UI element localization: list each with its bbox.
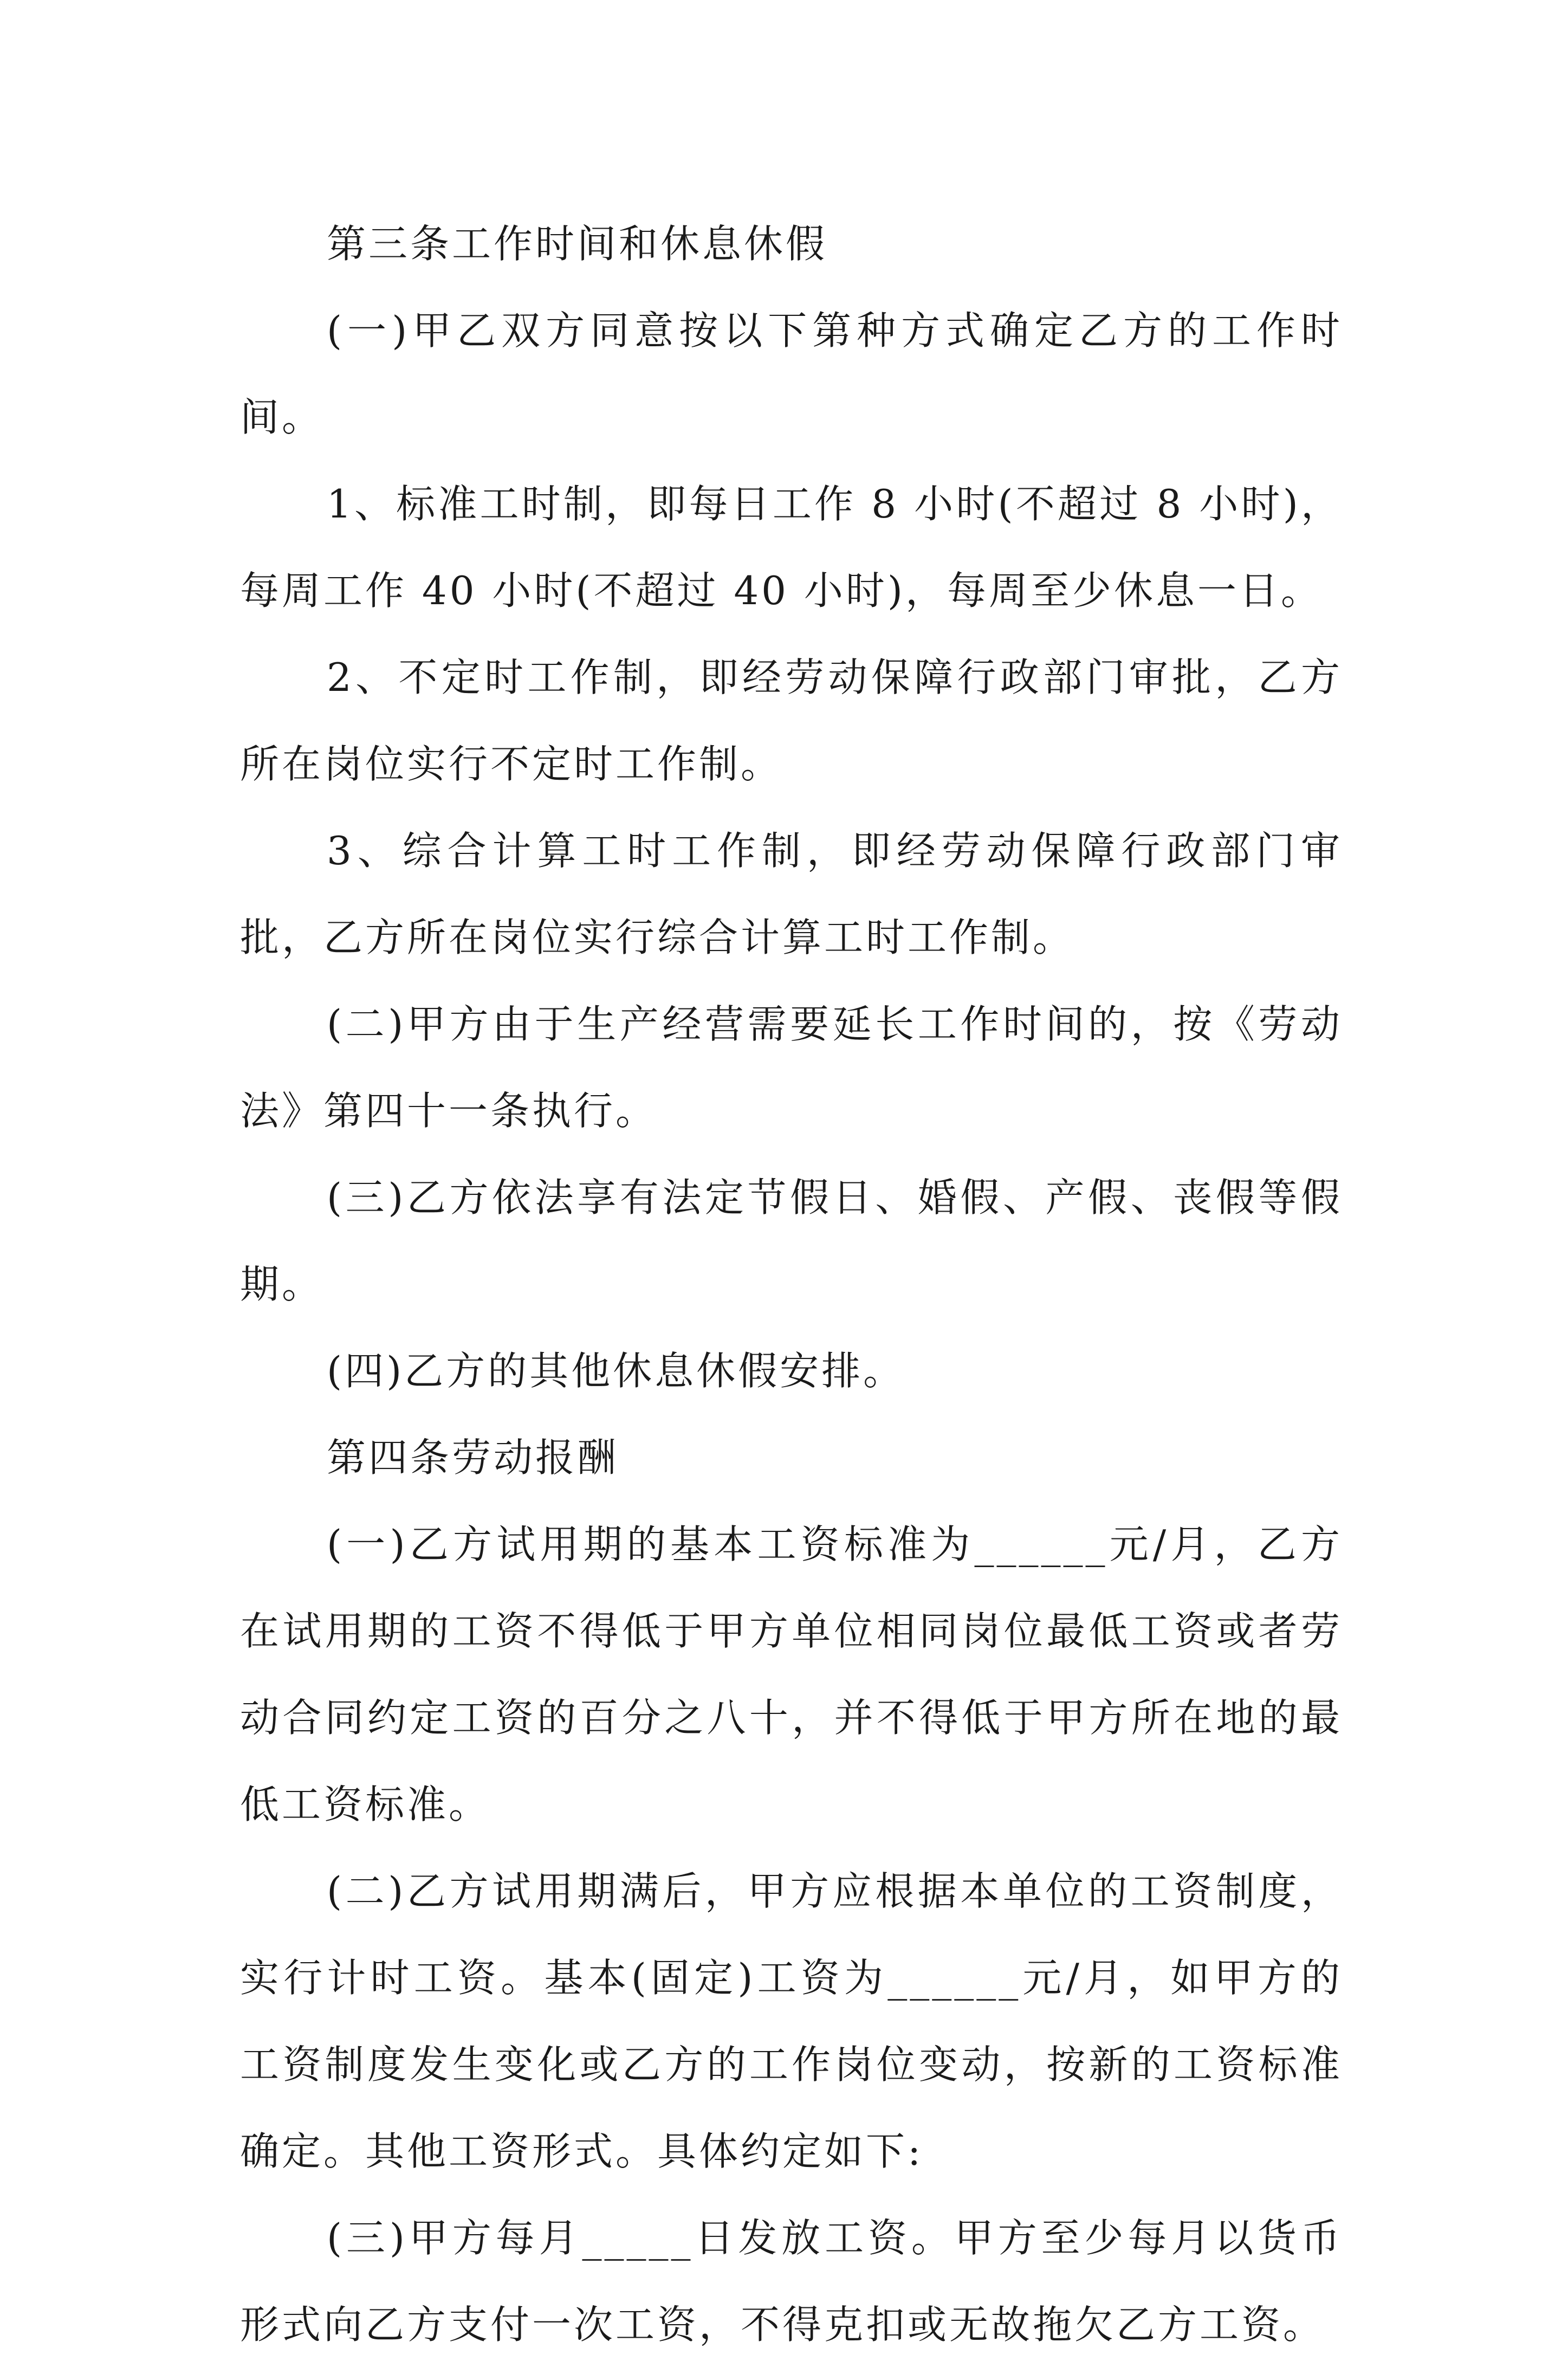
paragraph-3-1: (一)甲乙双方同意按以下第种方式确定乙方的工作时间。 [240,308,1343,440]
paragraph-4-2: (二)乙方试用期满后，甲方应根据本单位的工资制度，实行计时工资。基本(固定)工资为______元/月，如甲方的工资制度发生变化或乙方的工作岗位变动，按新的工资标准确定。其他工资形式。具体约定如下: [240,1868,1343,2174]
paragraph-3-4: (四)乙方的其他休息休假安排。 [327,1348,905,1394]
paragraph-3-3: (三)乙方依法享有法定节假日、婚假、产假、丧假等假期。 [240,1175,1343,1307]
paragraph-4-3: (三)甲方每月_____日发放工资。甲方至少每月以货币形式向乙方支付一次工资，不得克扣或无故拖欠乙方工资。 [240,2215,1343,2347]
article-4-heading: 第四条劳动报酬 [327,1435,619,1480]
paragraph-3-1-item-3: 3、综合计算工时工作制，即经劳动保障行政部门审批，乙方所在岗位实行综合计算工时工作制。 [240,828,1343,960]
paragraph-4-1: (一)乙方试用期的基本工资标准为______元/月，乙方在试用期的工资不得低于甲方单位相同岗位最低工资或者劳动合同约定工资的百分之八十，并不得低于甲方所在地的最低工资标准。 [240,1522,1343,1827]
paragraph-3-2: (二)甲方由于生产经营需要延长工作时间的，按《劳动法》第四十一条执行。 [240,1001,1343,1134]
paragraph-3-1-item-2: 2、不定时工作制，即经劳动保障行政部门审批，乙方所在岗位实行不定时工作制。 [240,655,1343,787]
article-3-heading: 第三条工作时间和休息休假 [327,221,828,267]
paragraph-3-1-item-1: 1、标准工时制，即每日工作 8 小时(不超过 8 小时)，每周工作 40 小时(不超过 40 小时)，每周至少休息一日。 [240,481,1343,613]
document-body [240,200,1343,2368]
